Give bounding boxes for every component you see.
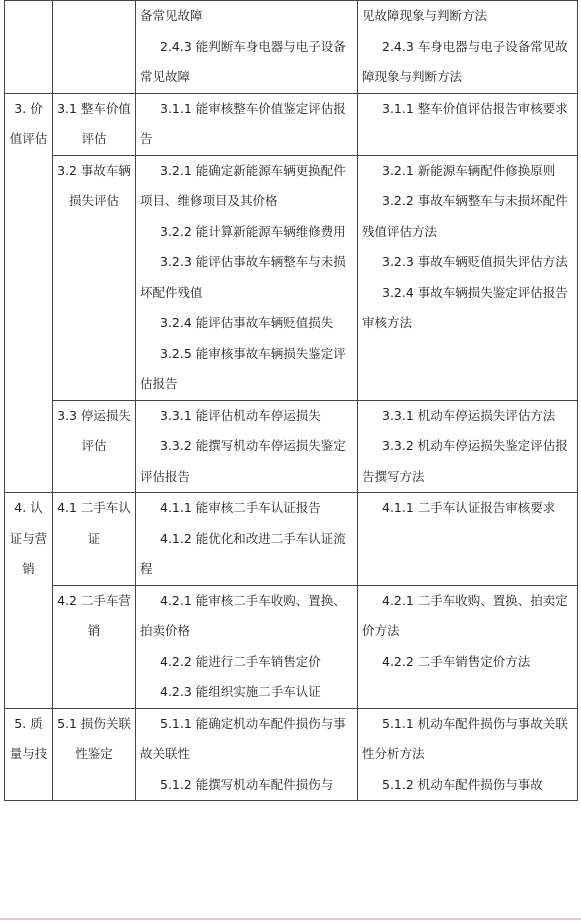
- table-row: [5, 93, 578, 155]
- page-bottom-divider: [0, 918, 581, 920]
- knowledge-item: 3.3.1 机动车停运损失评估方法: [382, 407, 556, 423]
- unit-cell: 5.1 损伤关联性鉴定: [53, 708, 136, 801]
- skills-cell: [136, 400, 358, 493]
- skill-item: 5.1.1 能确定机动车配件损伤与事故关联性: [140, 715, 346, 761]
- module-cell: [5, 1, 53, 94]
- skills-cell: [136, 708, 358, 801]
- knowledge-item: 4.1.1 二手车认证报告审核要求: [382, 500, 556, 515]
- module-cell: 5. 质量与技: [5, 708, 53, 801]
- knowledge-cell: [358, 708, 578, 801]
- unit-cell: [53, 1, 136, 94]
- knowledge-cell: [358, 1, 578, 94]
- skills-cell: [136, 155, 358, 400]
- knowledge-cell: [358, 585, 578, 708]
- skill-item: 3.3.2 能撰写机动车停运损失鉴定评估报告: [140, 438, 346, 484]
- skill-item: 4.1.2 能优化和改进二手车认证流程: [140, 530, 346, 576]
- unit-cell: 4.1 二手车认证: [53, 493, 136, 586]
- unit-cell: 3.1 整车价值评估: [53, 93, 136, 155]
- competency-table: [4, 0, 578, 801]
- skill-item: 备常见故障: [140, 8, 203, 23]
- module-cell: 3. 价值评估: [5, 93, 53, 493]
- knowledge-cell: [358, 155, 578, 400]
- unit-cell: 3.2 事故车辆损失评估: [53, 155, 136, 400]
- knowledge-item: 3.2.4 事故车辆损失鉴定评估报告审核方法: [362, 284, 568, 330]
- skill-item: 3.2.5 能审核事故车辆损失鉴定评估报告: [140, 345, 346, 391]
- skills-cell: [136, 1, 358, 94]
- skills-cell: [136, 493, 358, 586]
- knowledge-cell: [358, 400, 578, 493]
- skill-item: 3.3.1 能评估机动车停运损失: [160, 407, 321, 423]
- knowledge-item: 3.2.3 事故车辆贬值损失评估方法: [382, 254, 568, 269]
- table-row: [5, 585, 578, 708]
- knowledge-cell: [358, 493, 578, 586]
- knowledge-item: 3.1.1 整车价值评估报告审核要求: [382, 100, 568, 116]
- skills-cell: [136, 585, 358, 708]
- skill-item: 3.2.3 能评估事故车辆整车与未损坏配件残值: [140, 254, 346, 300]
- knowledge-item: 3.3.2 机动车停运损失鉴定评估报告撰写方法: [362, 438, 568, 484]
- skill-item: 4.2.3 能组织实施二手车认证: [160, 684, 321, 699]
- table-row: [5, 1, 578, 94]
- table-row: [5, 493, 578, 586]
- knowledge-item: 4.2.2 二手车销售定价方法: [382, 653, 531, 669]
- skill-item: 4.2.2 能进行二手车销售定价: [160, 653, 321, 669]
- knowledge-item: 5.1.2 机动车配件损伤与事故: [382, 776, 543, 792]
- skill-item: 5.1.2 能撰写机动车配件损伤与: [160, 776, 334, 792]
- knowledge-item: 3.2.1 新能源车辆配件修换原则: [382, 162, 556, 178]
- unit-cell: 3.3 停运损失评估: [53, 400, 136, 493]
- knowledge-item: 2.4.3 车身电器与电子设备常见故障现象与判断方法: [362, 38, 568, 84]
- skills-cell: [136, 93, 358, 155]
- knowledge-item: 4.2.1 二手车收购、置换、拍卖定价方法: [362, 592, 568, 638]
- module-cell: 4. 认证与营销: [5, 493, 53, 709]
- knowledge-item: 3.2.2 事故车辆整车与未损坏配件残值评估方法: [362, 193, 568, 239]
- table-row: [5, 708, 578, 801]
- skill-item: 4.1.1 能审核二手车认证报告: [160, 500, 321, 515]
- table-row: [5, 155, 578, 400]
- knowledge-item: 见故障现象与判断方法: [362, 8, 488, 23]
- knowledge-cell: [358, 93, 578, 155]
- unit-cell: 4.2 二手车营销: [53, 585, 136, 708]
- skill-item: 2.4.3 能判断车身电器与电子设备常见故障: [140, 38, 346, 84]
- table-row: [5, 400, 578, 493]
- skill-item: 3.2.4 能评估事故车辆贬值损失: [160, 315, 334, 330]
- skill-item: 4.2.1 能审核二手车收购、置换、拍卖价格: [140, 592, 346, 638]
- skill-item: 3.2.2 能计算新能源车辆维修费用: [160, 223, 346, 239]
- skill-item: 3.1.1 能审核整车价值鉴定评估报告: [140, 100, 346, 146]
- knowledge-item: 5.1.1 机动车配件损伤与事故关联性分析方法: [362, 715, 568, 761]
- skill-item: 3.2.1 能确定新能源车辆更换配件项目、维修项目及其价格: [140, 162, 346, 208]
